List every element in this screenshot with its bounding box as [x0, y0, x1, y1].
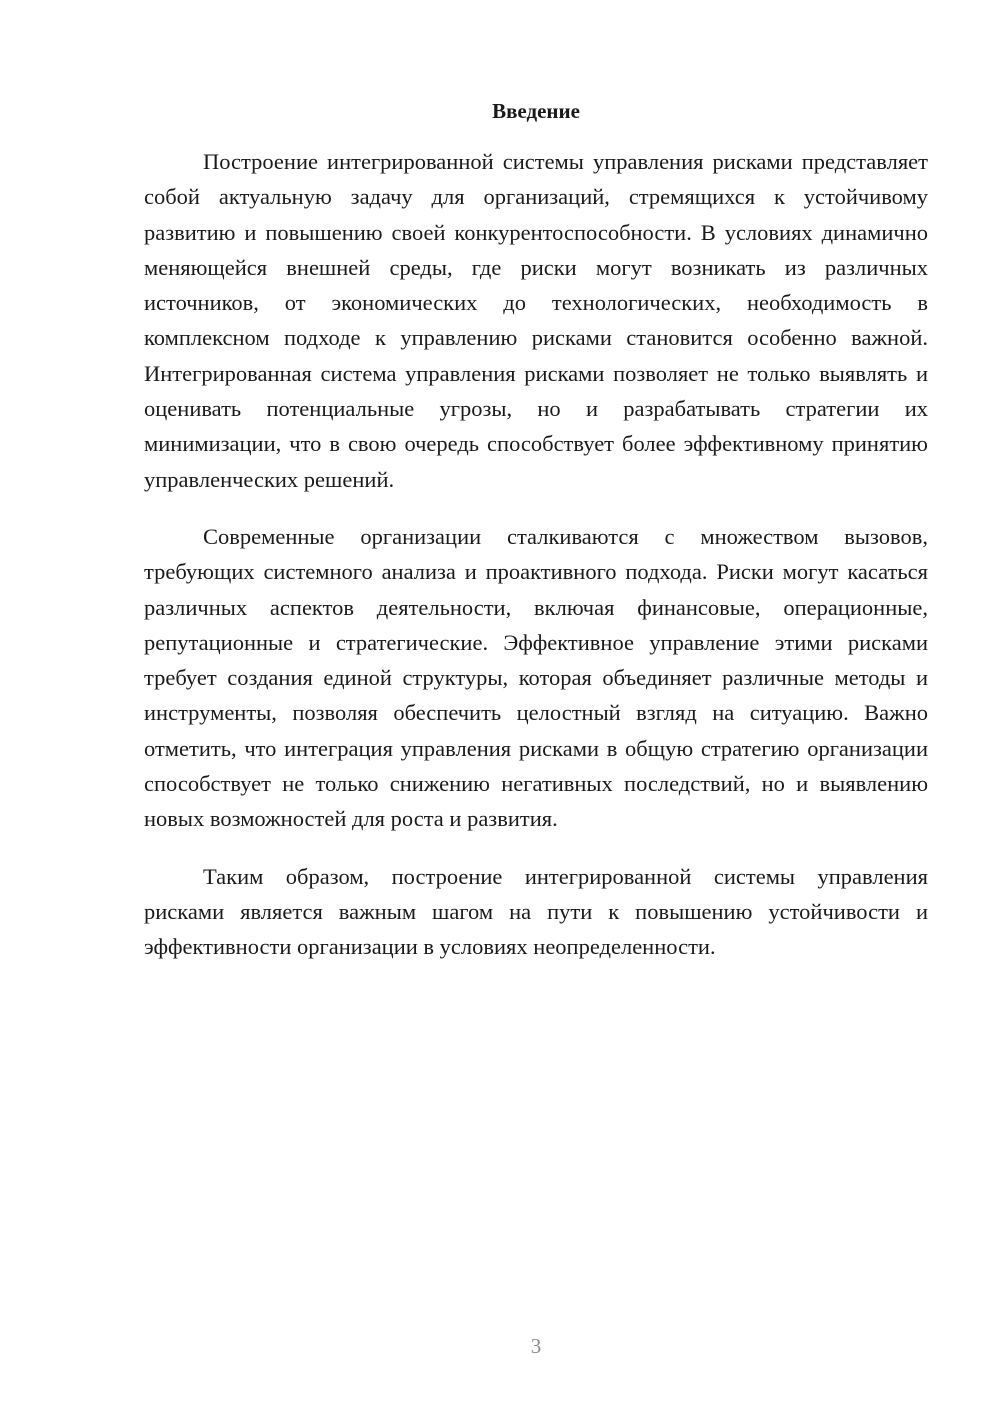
section-heading: Введение	[492, 99, 580, 123]
body-text	[144, 144, 928, 987]
page-number: 3	[530, 1334, 542, 1358]
paragraph-2: Современные организации сталкиваются с множеством вызовов, требующих системного анализа и проактивного подхода. Риски могут касаться различных аспектов деятельности, включая финансовые, операционные, репутационные и стратегические. Эффективное управление этими рисками требует создания единой структуры, которая объединяет различные методы и инструменты, позволяя обеспечить целостный взгляд на ситуацию. Важно отметить, что интеграция управления рисками в общую стратегию организации способствует не только снижению негативных последствий, но и выявлению новых возможностей для роста и развития.	[144, 523, 928, 832]
paragraph-3: Таким образом, построение интегрированной системы управления рисками является важным шагом на пути к повышению устойчивости и эффективности организации в условиях неопределенности.	[144, 863, 928, 960]
paragraph-1: Построение интегрированной системы управления рисками представляет собой актуальную задачу для организаций, стремящихся к устойчивому развитию и повышению своей конкурентоспособности. В условиях динамично меняющейся внешней среды, где риски могут возникать из различных источников, от экономических до технологических, необходимость в комплексном подходе к управлению рисками становится особенно важной. Интегрированная система управления рисками позволяет не только выявлять и оценивать потенциальные угрозы, но и разрабатывать стратегии их минимизации, что в свою очередь способствует более эффективному принятию управленческих решений.	[144, 149, 928, 492]
